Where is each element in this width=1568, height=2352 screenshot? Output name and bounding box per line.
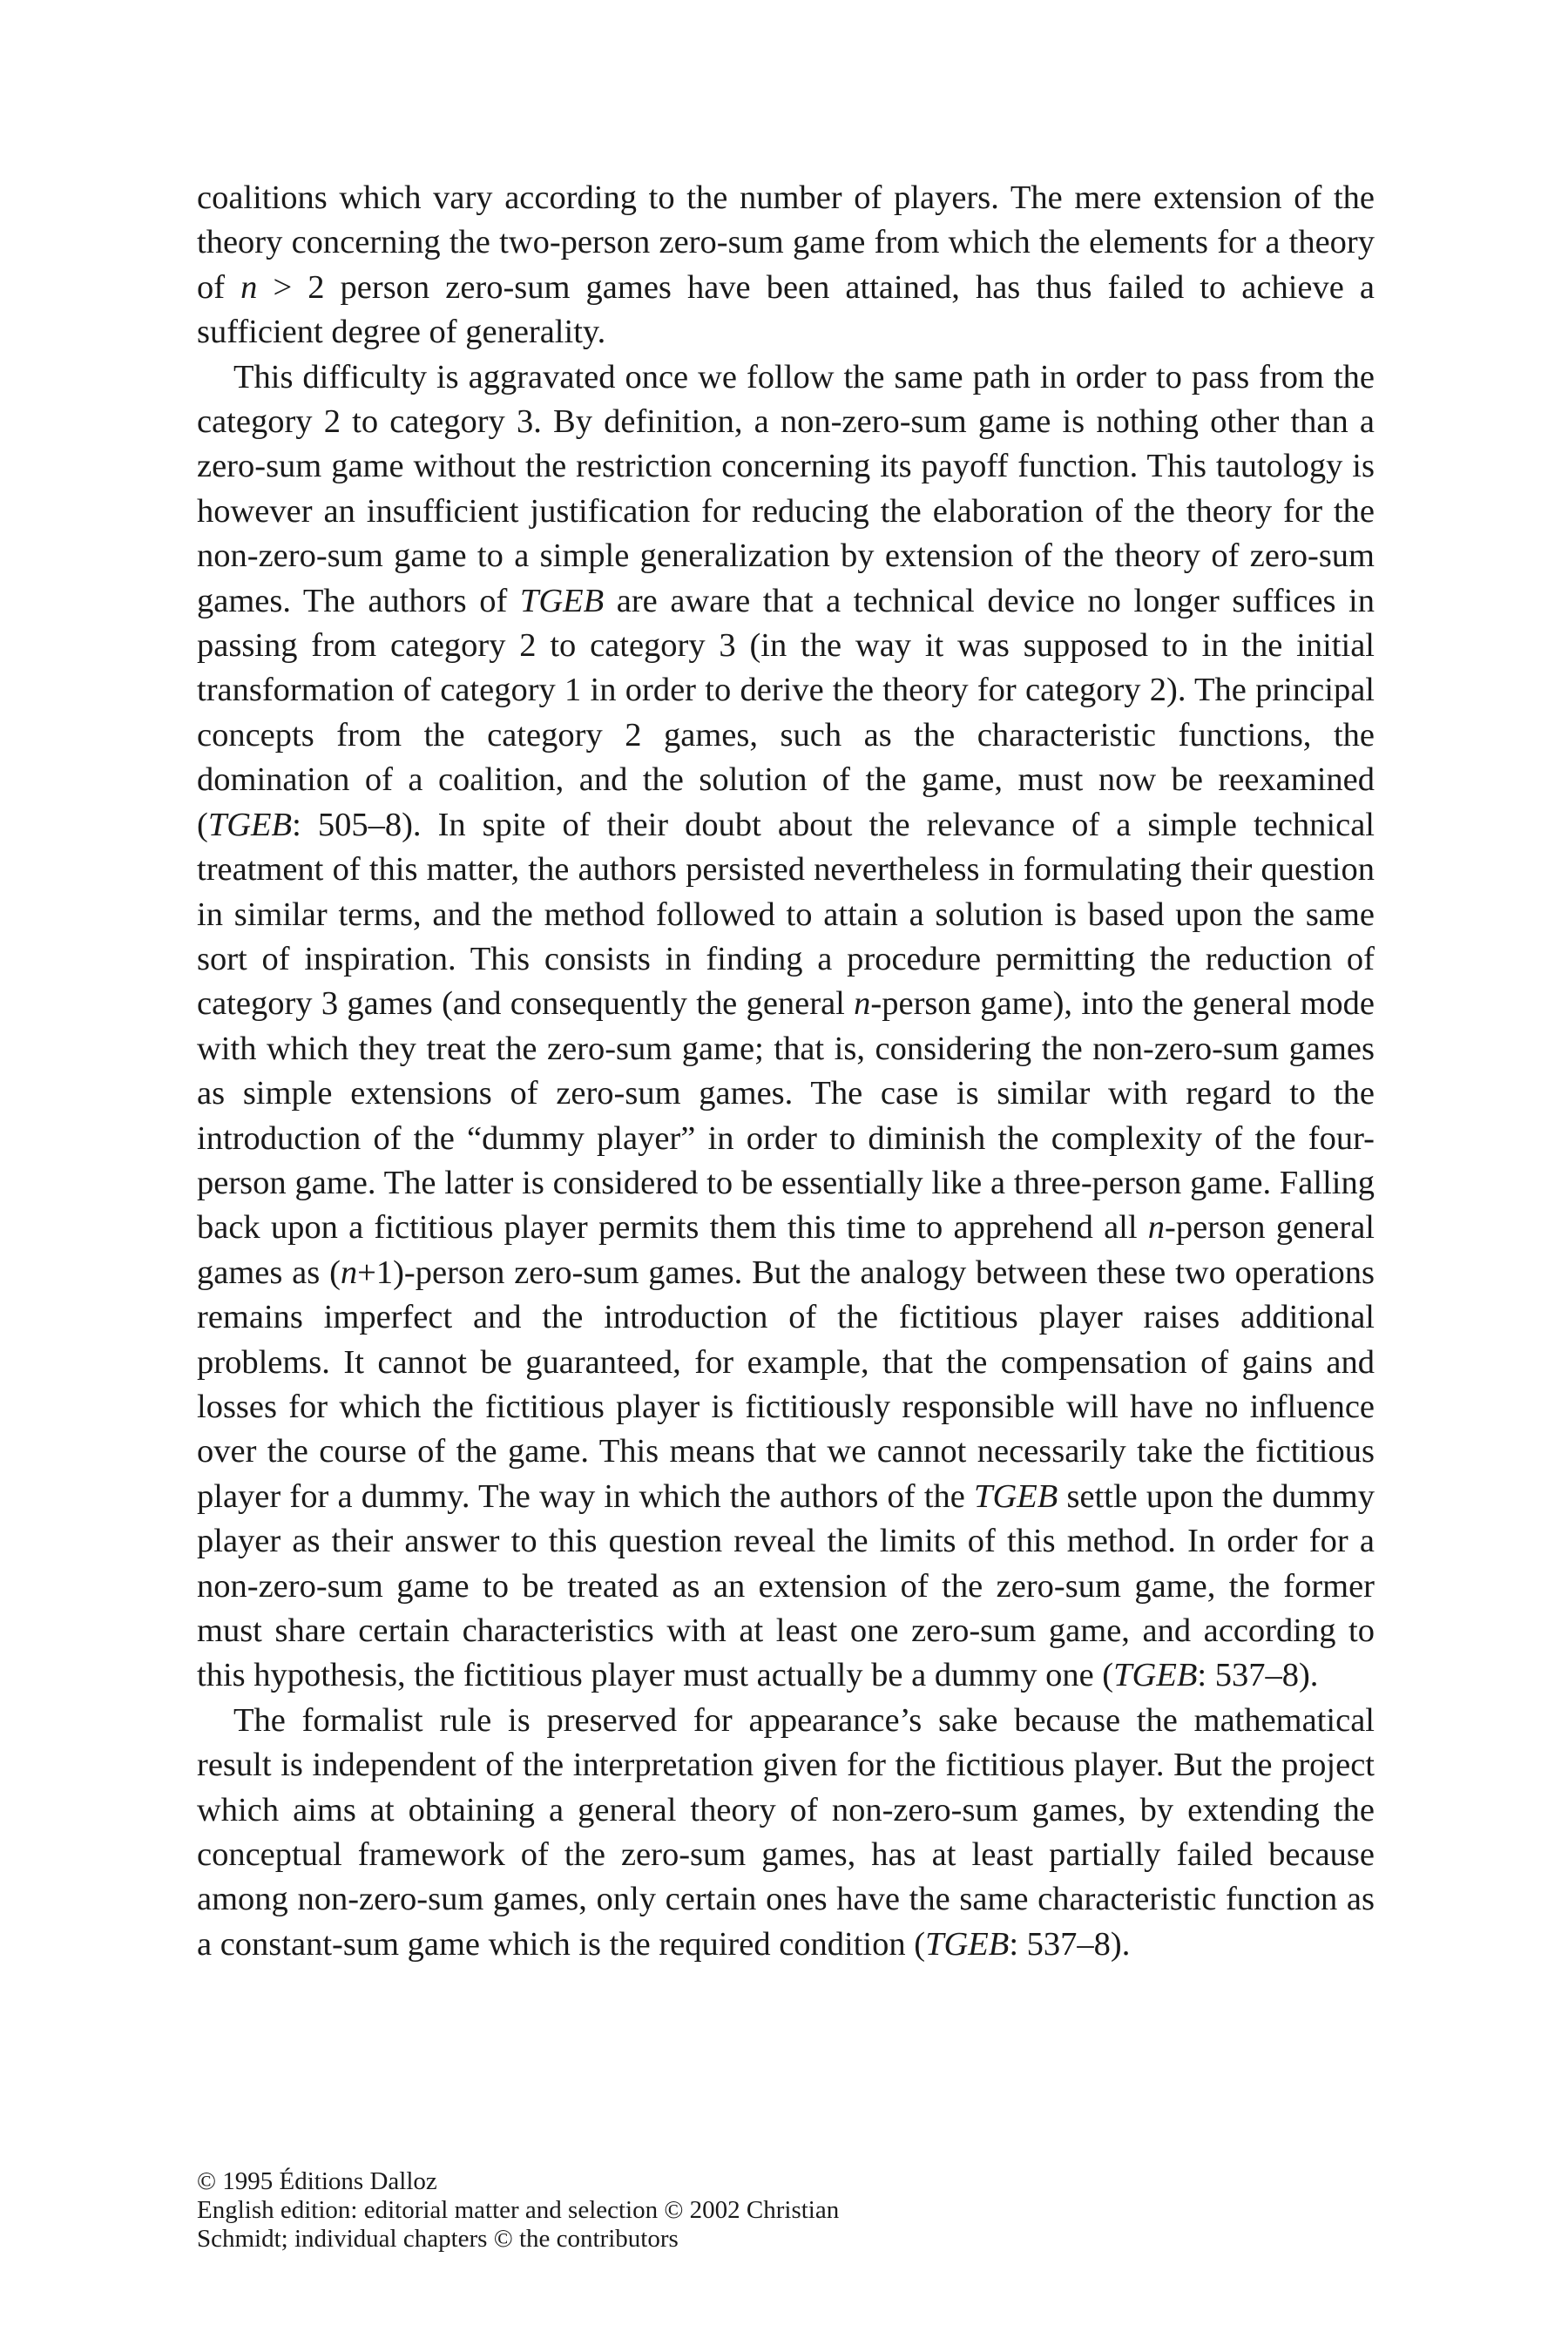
italic-text: n [854, 985, 871, 1023]
page-body [197, 176, 1375, 1967]
italic-text: n [240, 268, 258, 306]
paragraph [197, 355, 1375, 1699]
text-run: : 537–8). [1009, 1925, 1131, 1963]
text-run: This difficulty is aggravated once we follow the same path in order to pass from the category 2 to category 3. By definition, a non-zero-sum game is nothing other than a zero-sum game without the restriction concerning its payoff function. This tautology is however an insufficient justification for reducing the elaboration of the theory for the non-zero-sum game to a simple generalization by extension of the theory of zero-sum games. The authors of [197, 358, 1375, 619]
italic-text: TGEB [207, 806, 293, 843]
copyright-line: Schmidt; individual chapters © the contributors [197, 2225, 679, 2253]
text-run: : 537–8). [1197, 1657, 1319, 1694]
text-run: -person game), into the general mode with which they treat the zero-sum game; that is, considering the non-zero-sum games as simple extensions of zero-sum games. The case is similar with regard to the introduction of the “dummy player” in order to diminish the complexity of the four-person game. The latter is considered to be essentially like a three-person game. Falling back upon a fictitious player permits them this time to apprehend all [197, 985, 1375, 1247]
text-run: The formalist rule is preserved for appearance’s sake because the mathematical result is independent of the interpretation given for the fictitious player. But the project which aims at obtaining a general theory of non-zero-sum games, by extending the conceptual framework of the zero-sum games, has at least partially failed because among non-zero-sum games, only certain ones have the same characteristic function as a constant-sum game which is the required condition ( [197, 1701, 1375, 1963]
italic-text: n [1147, 1209, 1166, 1247]
italic-text: TGEB [974, 1477, 1058, 1515]
paragraph [197, 176, 1375, 355]
text-run: +1)-person zero-sum games. But the analogy between these two operations remains imperfect and the introduction of the fictitious player raises additional problems. It cannot be guaranteed, for example, that the compensation of gains and losses for which the fictitious player is fictitiously responsible will have no influence over the course of the game. This means that we cannot necessarily take the fictitious player for a dummy. The way in which the authors of the [197, 1254, 1375, 1515]
text-run: > 2 person zero-sum games have been attained, has thus failed to achieve a sufficient degree of generality. [197, 268, 1375, 351]
copyright-line: English edition: editorial matter and selection © 2002 Christian [197, 2196, 840, 2224]
copyright-line: © 1995 Éditions Dalloz [197, 2167, 437, 2195]
text-run: coalitions which vary according to the number of players. The mere extension of the theory concerning the two-person zero-sum game from which the elements for a theory of [197, 179, 1375, 306]
italic-text: TGEB [519, 582, 605, 619]
paragraph [197, 1699, 1375, 1967]
italic-text: TGEB [925, 1925, 1010, 1963]
text-run: : 505–8). In spite of their doubt about the relevance of a simple technical treatment of this matter, the authors persisted nevertheless in formulating their question in similar terms, and the method followed to attain a solution is based upon the same sort of inspiration. This consists in finding a procedure permitting the reduction of category 3 games (and consequently the general [197, 806, 1375, 1023]
text-run: -person general games as ( [197, 1209, 1375, 1291]
text-run: settle upon the dummy player as their answer to this question reveal the limits of this method. In order for a non-zero-sum game to be treated as an extension of the zero-sum game, the former must share certain characteristics with at least one zero-sum game, and according to this hypothesis, the fictitious player must actually be a dummy one ( [197, 1477, 1375, 1694]
italic-text: TGEB [1113, 1657, 1198, 1694]
text-run: are aware that a technical device no longer suffices in passing from category 2 to category 3 (in the way it was supposed to in the initial transformation of category 1 in order to derive the theory for category 2). The principal concepts from the category 2 games, such as the characteristic functions, the domination of a coalition, and the solution of the game, must now be reexamined ( [197, 582, 1375, 843]
italic-text: n [340, 1254, 358, 1291]
copyright-notice [197, 2167, 1155, 2254]
